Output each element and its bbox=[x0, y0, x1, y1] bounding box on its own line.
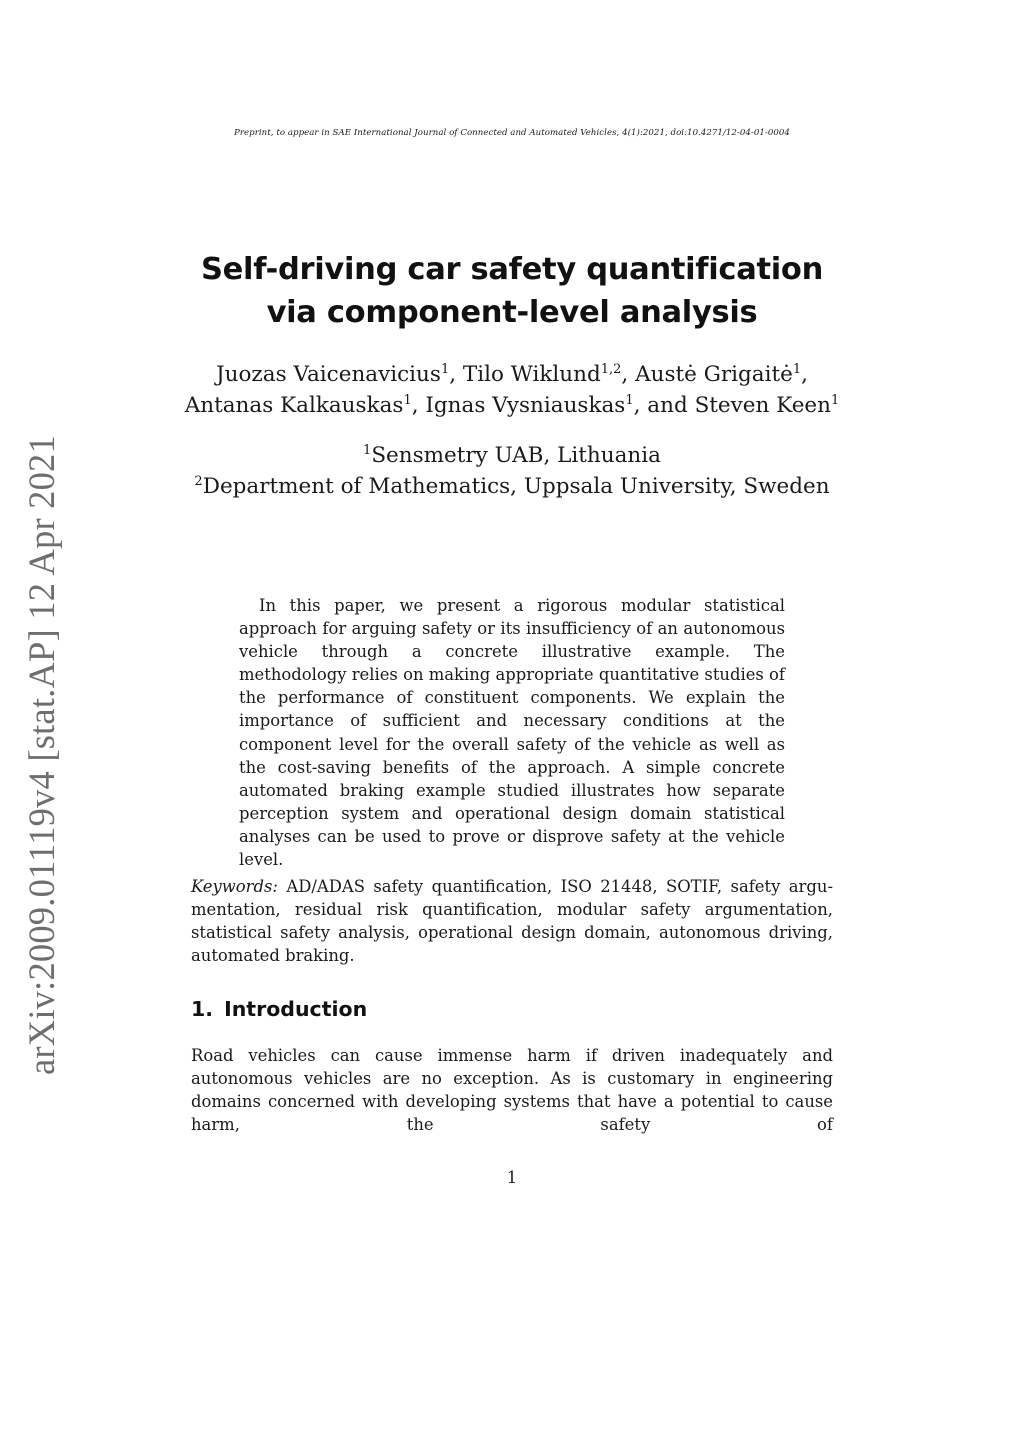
author-name: Juozas Vaicenavicius bbox=[216, 362, 441, 387]
author-list bbox=[0, 359, 1024, 421]
section-title: Introduction bbox=[224, 997, 368, 1021]
author-name: Steven Keen bbox=[694, 393, 831, 418]
author-affiliation-mark: 1 bbox=[403, 392, 412, 408]
author-separator: , and bbox=[633, 393, 695, 418]
author-affiliation-mark: 1 bbox=[440, 361, 450, 377]
author-affiliation-mark: 1,2 bbox=[600, 361, 622, 377]
author-separator: , bbox=[621, 362, 636, 387]
keywords bbox=[191, 875, 833, 967]
author-separator: , bbox=[801, 362, 808, 387]
author-name: Tilo Wiklund bbox=[462, 362, 601, 387]
keywords-text: AD/ADAS safety quantification, ISO 21448, SOTIF, safety argumentation, residual risk quantification, modular safety argumentation, statistical safety analysis, operational design domain, autonomous driving, automated braking. bbox=[191, 877, 833, 966]
author-affiliation-mark: 1 bbox=[831, 392, 840, 408]
affiliation-item bbox=[0, 440, 1024, 471]
affiliation-item bbox=[0, 471, 1024, 502]
title-line-2: via component-level analysis bbox=[266, 295, 758, 330]
affiliation-mark: 1 bbox=[363, 442, 372, 458]
author-separator: , bbox=[411, 393, 426, 418]
arxiv-stamp: arXiv:2009.01119v4 [stat.AP] 12 Apr 2021 bbox=[21, 435, 62, 1075]
paper-title bbox=[0, 248, 1024, 334]
author-name: Antanas Kalkauskas bbox=[184, 393, 404, 418]
preprint-note: Preprint, to appear in SAE International Journal of Connected and Automated Vehicles, 4(1):2021, doi:10.4271/12-04-01-0004 bbox=[234, 128, 790, 138]
affiliation-text: Department of Mathematics, Uppsala University, Sweden bbox=[202, 474, 830, 499]
section-heading bbox=[191, 997, 367, 1021]
author-affiliation-mark: 1 bbox=[792, 361, 802, 377]
affiliation-text: Sensmetry UAB, Lithuania bbox=[371, 443, 661, 468]
author-separator: , bbox=[449, 362, 463, 387]
abstract: In this paper, we present a rigorous modular statistical approach for arguing safety or its insufficiency of an autonomous vehicle through a concrete illustrative example. The methodology relies on making appropriate quantitative studies of the performance of constituent components. We explain the importance of sufficient and necessary conditions at the component level for the overall safety of the vehicle as well as the cost-saving benefits of the approach. A simple concrete automated braking example studied illustrates how separate perception system and operational design domain statistical analyses can be used to prove or disprove safety at the vehicle level. bbox=[239, 596, 785, 870]
keywords-label: Keywords: bbox=[191, 877, 278, 896]
affiliation-mark: 2 bbox=[194, 473, 203, 489]
author-name: Ignas Vysniauskas bbox=[425, 393, 626, 418]
section-number: 1. bbox=[191, 997, 214, 1021]
author-line-2 bbox=[0, 390, 1024, 421]
title-line-1: Self-driving car safety quantification bbox=[201, 252, 823, 287]
author-name: Austė Grigaitė bbox=[635, 362, 793, 387]
affiliation-list bbox=[0, 440, 1024, 502]
author-line-1 bbox=[0, 359, 1024, 390]
author-affiliation-mark: 1 bbox=[625, 392, 634, 408]
intro-paragraph: Road vehicles can cause immense harm if driven inadequately and autonomous vehicles are no exception. As is customary in engineering domains concerned with developing systems that have a potential to cause harm, the safety of bbox=[191, 1046, 833, 1135]
page-number: 1 bbox=[506, 1168, 518, 1187]
